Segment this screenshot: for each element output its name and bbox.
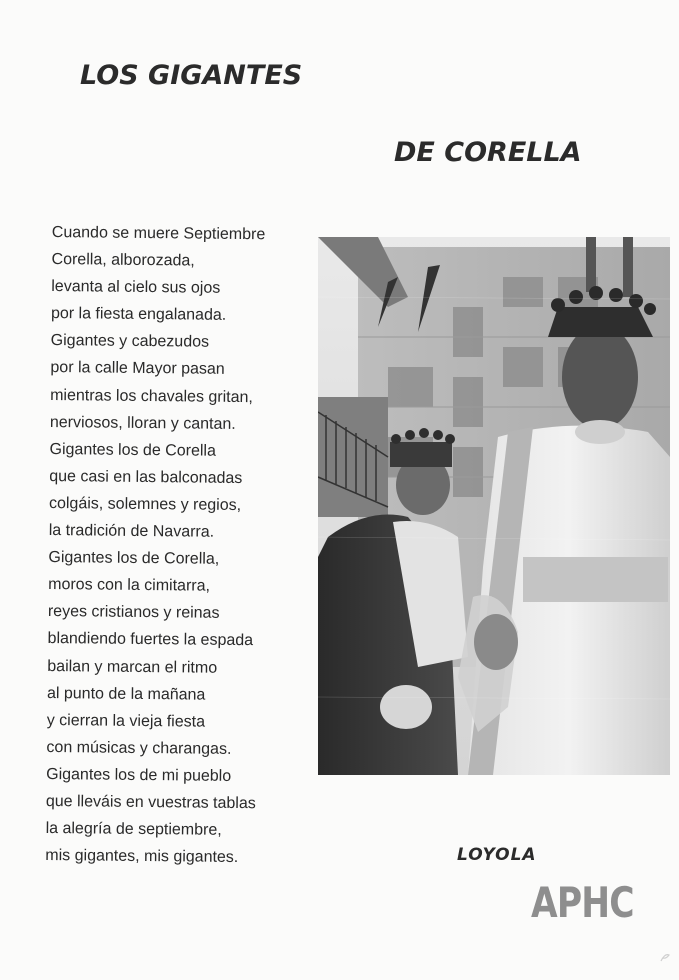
poem-line: Gigantes los de Corella, bbox=[48, 549, 220, 568]
poem-line: levanta al cielo sus ojos bbox=[51, 278, 221, 297]
poem-line: la tradición de Navarra. bbox=[48, 522, 215, 541]
corner-mark-icon bbox=[658, 950, 672, 964]
title-line-1: LOS GIGANTES bbox=[80, 60, 303, 91]
poem-line: Gigantes los de mi pueblo bbox=[46, 765, 232, 785]
poem-line: al punto de la mañana bbox=[46, 684, 206, 704]
poem-line: nerviosos, lloran y cantan. bbox=[49, 413, 236, 433]
poem-line: Gigantes los de Corella bbox=[49, 440, 216, 460]
poem-line: reyes cristianos y reinas bbox=[47, 603, 220, 623]
poem-line: que lleváis en vuestras tablas bbox=[45, 792, 256, 813]
poem-line: Cuando se muere Septiembre bbox=[51, 223, 266, 244]
poem-line: la alegría de septiembre, bbox=[45, 820, 222, 839]
poem-line: por la calle Mayor pasan bbox=[50, 359, 225, 379]
poem-line: Corella, alborozada, bbox=[51, 251, 195, 270]
poem-line: y cierran la vieja fiesta bbox=[46, 711, 206, 731]
poem-line: moros con la cimitarra, bbox=[48, 576, 211, 595]
poem-line: Gigantes y cabezudos bbox=[50, 332, 210, 352]
poem-line: por la fiesta engalanada. bbox=[50, 305, 227, 325]
archive-stamp: APHC bbox=[531, 878, 634, 927]
poem-text bbox=[45, 219, 314, 872]
author-signature: LOYOLA bbox=[457, 845, 537, 865]
poem-line: mis gigantes, mis gigantes. bbox=[45, 847, 239, 867]
poem-line: mientras los chavales gritan, bbox=[50, 386, 253, 406]
poem-line: blandiendo fuertes la espada bbox=[47, 630, 254, 650]
poem-line: que casi en las balconadas bbox=[49, 467, 243, 487]
giants-photo bbox=[318, 237, 670, 775]
title-line-2: DE CORELLA bbox=[394, 137, 582, 168]
poem-line: bailan y marcan el ritmo bbox=[47, 657, 218, 677]
poem-line: con músicas y charangas. bbox=[46, 738, 232, 758]
poem-line: colgáis, solemnes y regios, bbox=[48, 494, 242, 514]
